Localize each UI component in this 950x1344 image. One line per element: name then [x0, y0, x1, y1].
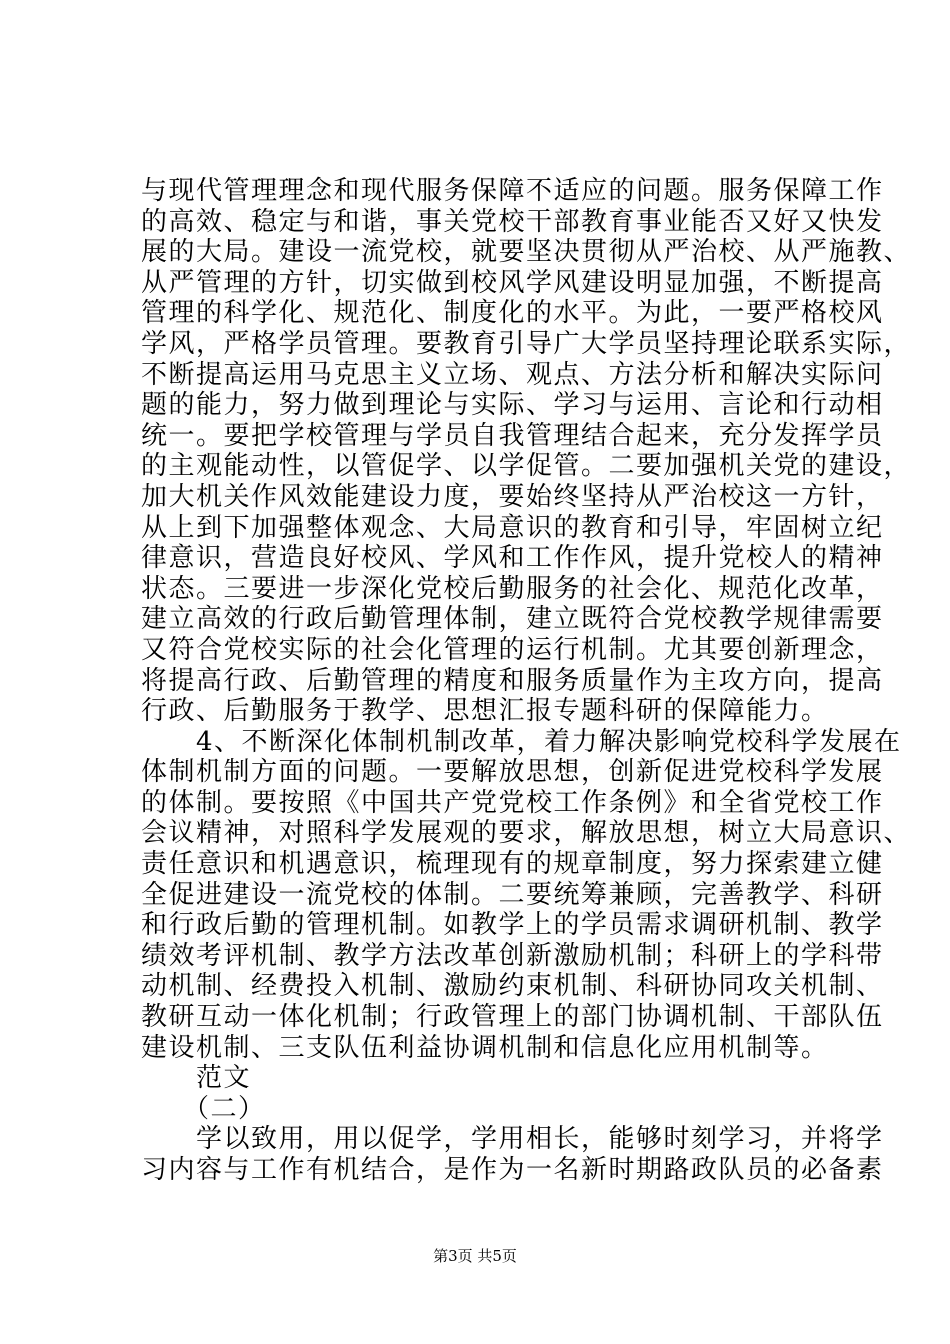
text-line: 展的大局。建设一流党校，就要坚决贯彻从严治校、从严施教、 — [141, 237, 912, 268]
text-line: 建设机制、三支队伍利益协调机制和信息化应用机制等。 — [141, 1032, 829, 1063]
text-line: 会议精神，对照科学发展观的要求，解放思想，树立大局意识、 — [141, 818, 912, 849]
text-line: 将提高行政、后勤管理的精度和服务质量作为主攻方向，提高 — [141, 665, 884, 696]
text-line: 加大机关作风效能建设力度，要始终坚持从严治校这一方针， — [141, 481, 884, 512]
text-line: 的高效、稳定与和谐，事关党校干部教育事业能否又好又快发 — [141, 206, 884, 237]
text-line: 统一。要把学校管理与学员自我管理结合起来，充分发挥学员 — [141, 420, 884, 451]
body-text — [141, 176, 912, 1186]
text-line: 教研互动一体化机制；行政管理上的部门协调机制、干部队伍 — [141, 1002, 884, 1033]
text-line: 从严管理的方针，切实做到校风学风建设明显加强，不断提高 — [141, 267, 884, 298]
text-line: 绩效考评机制、教学方法改革创新激励机制；科研上的学科带 — [141, 940, 884, 971]
text-line: 和行政后勤的管理机制。如教学上的学员需求调研机制、教学 — [141, 910, 884, 941]
text-line: 全促进建设一流党校的体制。二要统筹兼顾，完善教学、科研 — [141, 879, 884, 910]
text-line: 行政、后勤服务于教学、思想汇报专题科研的保障能力。 — [141, 696, 829, 727]
text-line: 从上到下加强整体观念、大局意识的教育和引导，牢固树立纪 — [141, 512, 884, 543]
text-line: 题的能力，努力做到理论与实际、学习与运用、言论和行动相 — [141, 390, 884, 421]
text-line: 又符合党校实际的社会化管理的运行机制。尤其要创新理念， — [141, 634, 884, 665]
section-label: 范文 — [141, 1063, 252, 1094]
text-line: 动机制、经费投入机制、激励约束机制、科研协同攻关机制、 — [141, 971, 884, 1002]
text-line: 学以致用，用以促学，学用相长，能够时刻学习，并将学 — [141, 1124, 884, 1155]
text-line: 习内容与工作有机结合，是作为一名新时期路政队员的必备素 — [141, 1155, 884, 1185]
text-line: 不断提高运用马克思主义立场、观点、方法分析和解决实际问 — [141, 359, 884, 390]
text-line: 体制机制方面的问题。一要解放思想，创新促进党校科学发展 — [141, 757, 884, 788]
page-number-footer: 第3页 共5页 — [433, 1247, 517, 1265]
text-line: 与现代管理理念和现代服务保障不适应的问题。服务保障工作 — [141, 176, 884, 206]
text-line: 状态。三要进一步深化党校后勤服务的社会化、规范化改革， — [141, 573, 884, 604]
text-line: 的体制。要按照《中国共产党党校工作条例》和全省党校工作 — [141, 787, 884, 818]
text-line: 管理的科学化、规范化、制度化的水平。为此，一要严格校风 — [141, 298, 884, 329]
section-number: （二） — [141, 1093, 266, 1124]
text-line: 律意识，营造良好校风、学风和工作作风，提升党校人的精神 — [141, 543, 884, 574]
text-line: 学风，严格学员管理。要教育引导广大学员坚持理论联系实际， — [141, 328, 912, 359]
text-line: 建立高效的行政后勤管理体制，建立既符合党校教学规律需要 — [141, 604, 884, 635]
text-line: 4、不断深化体制机制改革，着力解决影响党校科学发展在 — [141, 726, 902, 757]
text-line: 责任意识和机遇意识，梳理现有的规章制度，努力探索建立健 — [141, 849, 884, 880]
text-line: 的主观能动性，以管促学、以学促管。二要加强机关党的建设， — [141, 451, 912, 482]
